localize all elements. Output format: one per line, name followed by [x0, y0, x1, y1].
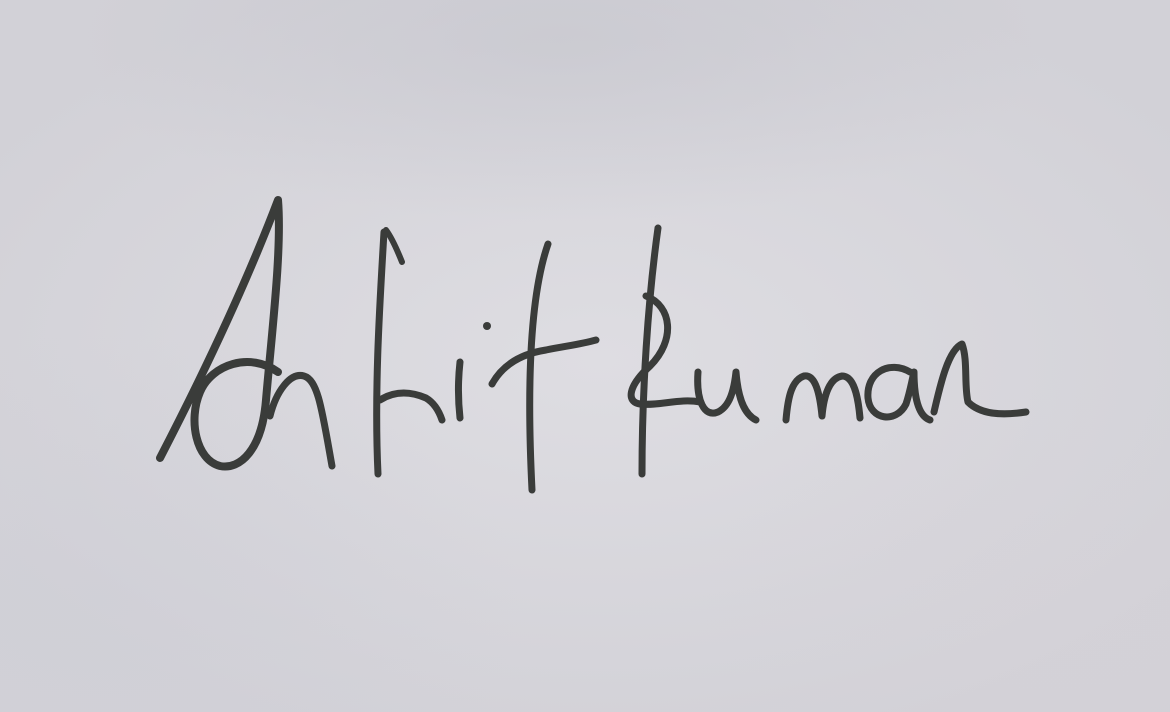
signature-stroke-n — [270, 375, 332, 466]
signature-stroke-k-arm — [386, 230, 402, 262]
signature-stroke-t-cross — [492, 340, 596, 384]
signature-stroke-k-stem — [377, 232, 384, 474]
signature-stroke-u — [698, 372, 756, 420]
signature-stroke-t-stem — [530, 244, 548, 490]
signature-stroke-a2 — [868, 367, 930, 420]
signature-stroke-K-stem — [642, 228, 658, 474]
signature-stroke-k-leg — [380, 393, 442, 420]
signature-stroke-a — [160, 200, 279, 466]
signature-i-dot — [483, 322, 491, 330]
signature-stroke-i — [459, 362, 461, 418]
signature-stroke-r — [934, 344, 1026, 414]
signature-stroke-m — [786, 376, 860, 420]
